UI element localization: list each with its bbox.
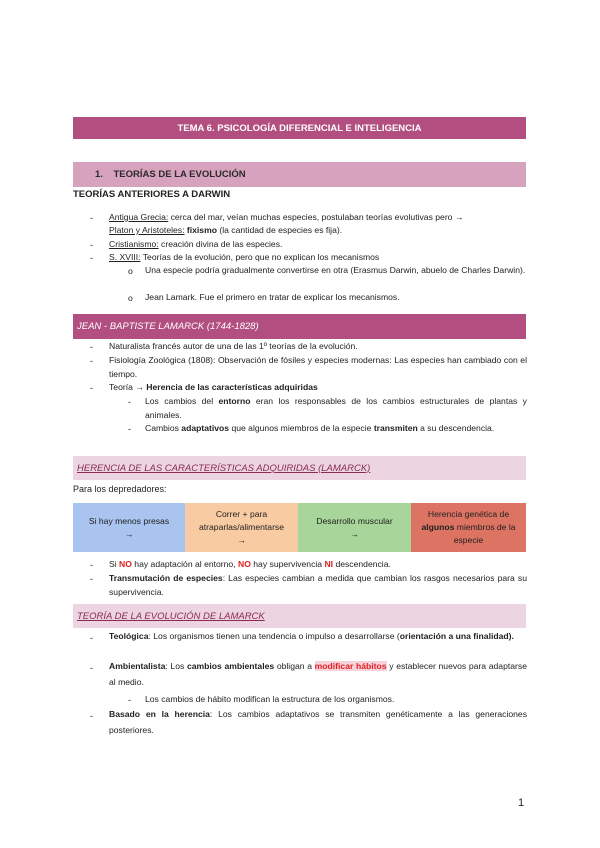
arrow-right-icon: → [237, 535, 246, 545]
flow-box-2: Correr + para atraparlas/alimentarse → [185, 503, 298, 552]
list-item: Transmutación de especies: Las especies cambian a medida que cambian los rasgos necesarios para su supervivencia. [109, 573, 527, 597]
teoria-heading: TEORÍA DE LA EVOLUCIÓN DE LAMARCK [73, 604, 526, 628]
bullet-dash: - [128, 695, 131, 705]
bullet-dash: - [128, 424, 131, 434]
list-item: Ambientalista: Los cambios ambientales obligan a modificar hábitos y establecer nuevos para adaptarse al medio. [109, 661, 527, 687]
flow-box-3: Desarrollo muscular → [298, 503, 411, 552]
list-subitem: Jean Lamark. Fue el primero en tratar de explicar los mecanismos. [145, 292, 400, 302]
bullet-o: o [128, 266, 133, 276]
bullet-dash: - [90, 253, 93, 263]
bullet-dash: - [90, 711, 93, 721]
list-subitem: Cambios adaptativos que algunos miembros de la especie transmiten a su descendencia. [145, 423, 495, 433]
bullet-dash: - [90, 633, 93, 643]
bullet-dash: - [90, 213, 93, 223]
bullet-dash: - [90, 574, 93, 584]
bullet-dash: - [90, 383, 93, 393]
subheading-theories: TEORÍAS ANTERIORES A DARWIN [73, 189, 231, 200]
lamarck-heading: JEAN - BAPTISTE LAMARCK (1744-1828) [73, 314, 526, 339]
bullet-o: o [128, 293, 133, 303]
list-item: Fisiología Zoológica (1808): Observación de fósiles y especies modernas: Las especies han cambiado con el tiempo. [109, 355, 527, 379]
list-item: Teoría → Herencia de las características adquiridas [109, 382, 318, 392]
intro-text: Para los depredadores: [73, 484, 167, 494]
bullet-dash: - [90, 663, 93, 673]
list-item: Cristianismo: creación divina de las especies. [109, 239, 283, 249]
list-subitem: Los cambios del entorno eran los responsables de los cambios estructurales de plantas y animales. [145, 396, 527, 420]
list-item: Antigua Grecia: cerca del mar, veían muchas especies, postulaban teorías evolutivas pero → [109, 212, 464, 222]
herencia-heading: HERENCIA DE LAS CARACTERÍSTICAS ADQUIRIDAS (LAMARCK) [73, 456, 526, 480]
list-subitem: Los cambios de hábito modifican la estructura de los organismos. [145, 694, 395, 704]
flow-box-1: Si hay menos presas → [73, 503, 185, 552]
bullet-dash: - [90, 560, 93, 570]
flow-diagram [73, 503, 526, 552]
bullet-dash: - [128, 397, 131, 407]
section-heading: 1. TEORÍAS DE LA EVOLUCIÓN [73, 162, 526, 187]
page-number: 1 [518, 797, 525, 809]
document-title: TEMA 6. PSICOLOGÍA DIFERENCIAL E INTELIGENCIA [73, 117, 526, 139]
bullet-dash: - [90, 342, 93, 352]
list-item: S. XVIII: Teorías de la evolución, pero que no explican los mecanismos [109, 252, 380, 262]
flow-box-4: Herencia genética de algunos miembros de la especie [411, 503, 526, 552]
list-item: Teológica: Los organismos tienen una tendencia o impulso a desarrollarse (orientación a una finalidad). [109, 631, 514, 641]
list-subitem: Una especie podría gradualmente convertirse en otra (Erasmus Darwin, abuelo de Charles Darwin). [145, 265, 526, 275]
arrow-right-icon: → [124, 528, 134, 539]
bullet-dash: - [90, 240, 93, 250]
list-item-continuation: Platon y Aristoteles: fixismo (la cantidad de especies es fija). [109, 225, 343, 235]
list-item: Basado en la herencia: Los cambios adaptativos se transmiten genéticamente a las generaciones posteriores. [109, 709, 527, 735]
arrow-right-icon: → [350, 528, 359, 539]
bullet-dash: - [90, 356, 93, 366]
list-item: Naturalista francés autor de una de las 1º teorías de la evolución. [109, 341, 358, 351]
list-item: Si NO hay adaptación al entorno, NO hay supervivencia NI descendencia. [109, 559, 391, 569]
